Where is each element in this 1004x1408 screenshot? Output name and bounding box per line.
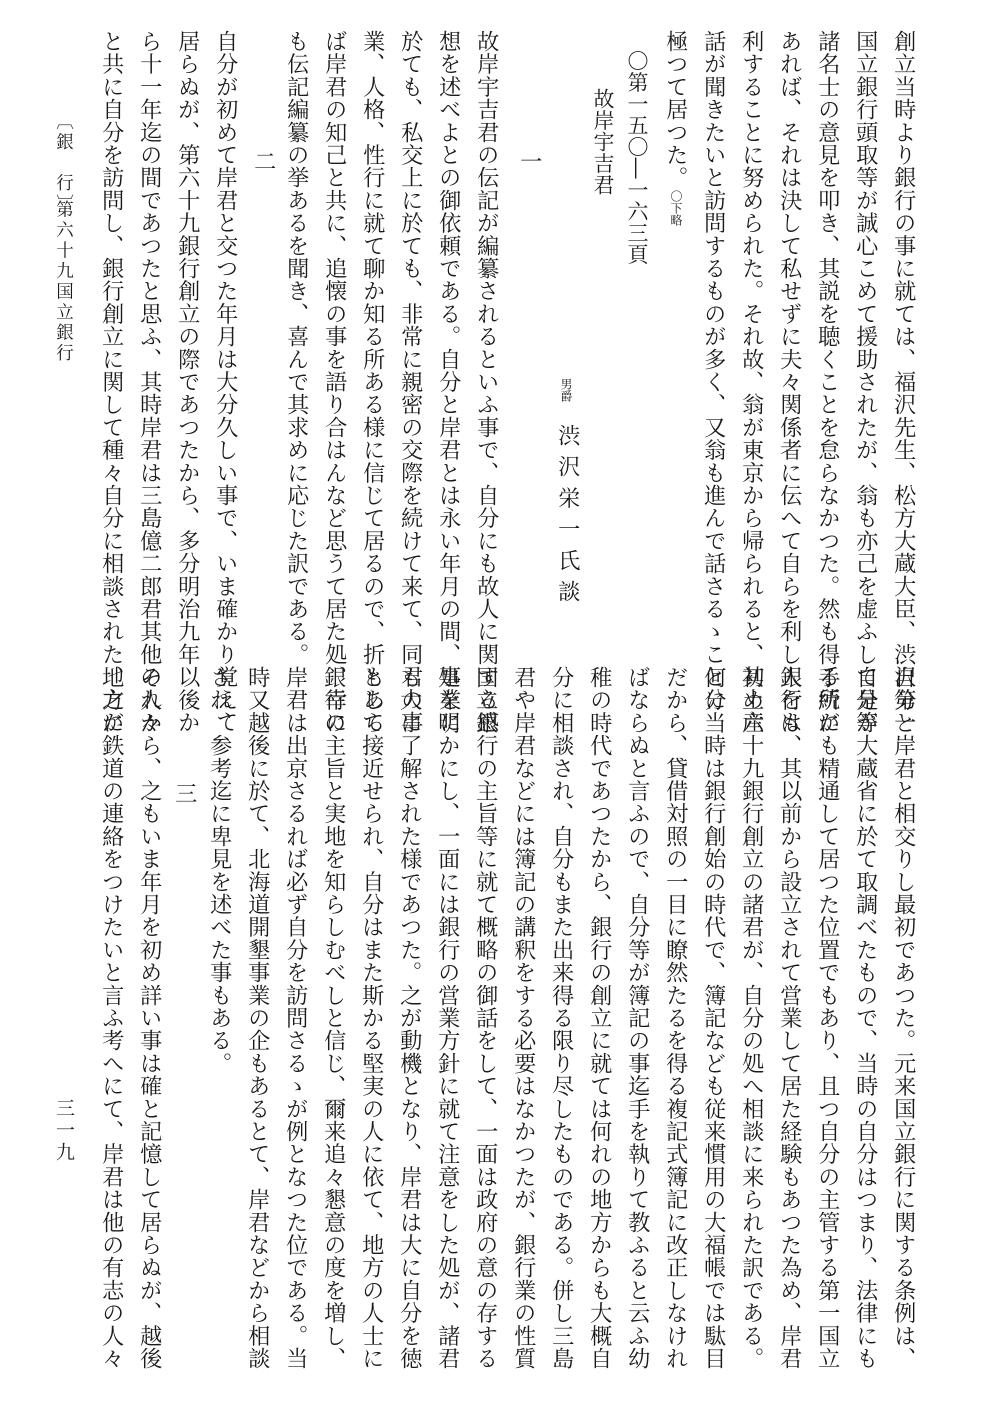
running-head-category: 〔銀 行〕 (53, 112, 74, 215)
text-column: も大に了解された様であつた。之が動機となり、岸君は大に自分を徳 (396, 666, 423, 1370)
text-column: ら十一年迄の間であつたと思ふ、其時岸君は三島億二郎君其他の人々 (136, 30, 163, 734)
text-column: 初め六十九銀行創立の諸君が、自分の処へ相談に来られた訳である。 (738, 666, 765, 1370)
speaker-name: 渋沢栄一氏談 (554, 424, 581, 612)
text-column: も伝記編纂の挙あるを聞き、喜んで其求めに応じた訳である。 (283, 30, 310, 666)
text-column: として接近せられ、自分はまた斯かる堅実の人に依て、地方の人士に (358, 666, 385, 1370)
text-column: 想を述べよとの御依頼である。自分と岸君とは永い年月の間、事業に (435, 30, 462, 734)
text-column: それから、之もいま年月を初め詳い事は確と記憶して居らぬが、越後 (136, 666, 163, 1370)
text-column: 極つて居つた。 (662, 30, 689, 189)
text-column: 於ても、私交上に於ても、非常に親密の交際を続けて来て、同君の事 (397, 30, 424, 734)
text-column: 話が聞きたいと訪問するものが多く、又翁も進んで話さるゝことに (700, 30, 727, 711)
speaker-rank: 男爵 (559, 378, 573, 402)
text-column: 地方に鉄道の連絡をつけたいと言ふ考へにて、岸君は他の有志の人々 (98, 666, 125, 1370)
text-column: 居らぬが、第六十九銀行創立の際であつたから、多分明治九年以後か (174, 30, 201, 734)
text-column: 利することに努められた。それ故、翁が東京から帰られると、其土産 (738, 30, 765, 734)
text-column: あれば、それは決して私せずに夫々関係者に伝へて自らを利し人をも (776, 30, 803, 734)
omission-note: 〇下略 (669, 190, 683, 226)
section-number: 二 (250, 150, 277, 173)
text-column: だから、貸借対照の一目に瞭然たるを得る複記式簿記に改正しなけれ (662, 666, 689, 1370)
text-column: 自分と岸君と相交りし最初であつた。元来国立銀行に関する条例は、 (890, 666, 917, 1370)
text-column: 業、人格、性行に就て聊か知る所ある様に信じて居るので、折もあら (359, 30, 386, 734)
reference-line: 〇第一五〇―一六三頁 (625, 50, 649, 265)
text-column: 処を明かにし、一面には銀行の営業方針に就て注意をした処が、諸君 (434, 666, 461, 1370)
text-column: 自分が初めて岸君と交つた年月は大分久しい事で、いま確かり覚えて (212, 30, 239, 734)
text-column: 諸名士の意見を叩き、其説を聴くことを怠らなかつた。然も得る所が (814, 30, 841, 734)
text-column: 稚の時代であつたから、銀行の創立に就ては何れの地方からも大概自 (586, 666, 613, 1370)
text-column: と共に自分を訪問し、銀行創立に関して種々自分に相談された、之が (98, 30, 125, 734)
text-column: 国立銀行の主旨等に就て概略の御話をして、一面は政府の意の存する (472, 666, 499, 1370)
text-column: 時又越後に於て、北海道開墾事業の企もあるとて、岸君などから相談 (244, 666, 271, 1370)
text-column: ば岸君の知己と共に、追懐の事を語り合はんなど思うて居た処、幸に (321, 30, 348, 734)
text-column: 何分当時は銀行創始の時代で、簿記なども従来慣用の大福帳では駄目 (700, 666, 727, 1370)
text-column: 銀行の主旨と実地を知らしむべしと信じ、爾来追々懇意の度を増し、 (320, 666, 347, 1370)
text-column: 自分が大蔵省に於て取調べたもので、当時の自分はつまり、法律にも (852, 666, 879, 1370)
text-column: 故岸宇吉君の伝記が編纂されるといふ事で、自分にも故人に関する感 (473, 30, 500, 734)
text-column: ばならぬと言ふので、自分等が簿記の事迄手を執りて教ふると云ふ幼 (624, 666, 651, 1370)
text-column: 分に相談され、自分もまた出来得る限り尽したものである。併し三島 (548, 666, 575, 1370)
text-column: 銀行は、其以前から設立されて営業して居た経験もあつた為め、岸君 (776, 666, 803, 1370)
section-number: 三 (171, 782, 198, 805)
text-column: 国立銀行頭取等が誠心こめて援助されたが、翁も亦己を虚ふして是等 (852, 30, 879, 734)
text-column: 岸君は出京さるれば必ず自分を訪問さるゝが例となつた位である。当 (282, 666, 309, 1370)
running-head-title: 第六十九国立銀行 (53, 200, 74, 364)
text-column: 創立当時より銀行の事に就ては、福沢先生、松方大蔵大臣、渋沢第一 (890, 30, 917, 734)
text-column: され、参考迄に卑見を述べた事もある。 (206, 666, 233, 1075)
article-title: 故岸宇吉君 (591, 88, 615, 196)
page-number: 三一九 (53, 1098, 75, 1164)
section-number: 一 (516, 150, 543, 173)
text-column: 手続にも精通して居つた位置でもあり、且つ自分の主管する第一国立 (814, 666, 841, 1370)
text-column: 君や岸君などには簿記の講釈をする必要はなかつたが、銀行業の性質 (510, 666, 537, 1370)
